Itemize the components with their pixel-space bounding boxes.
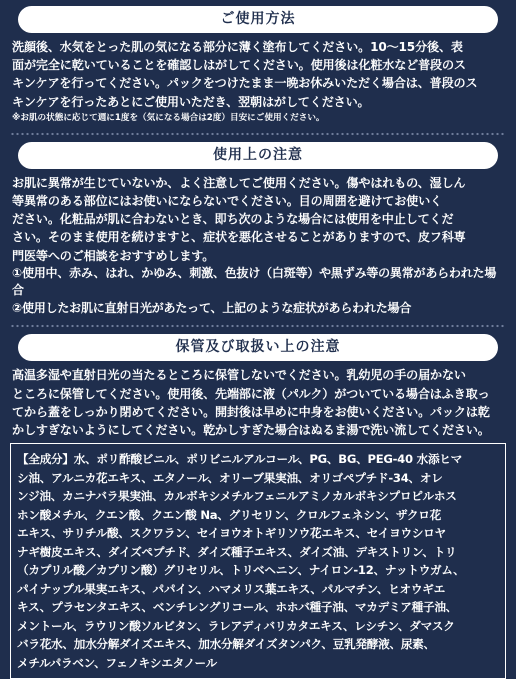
dotted-divider xyxy=(10,323,506,329)
caution-item: ①使用中、赤み、はれ、かゆみ、刺激、色抜け（白斑等）や黒ずみ等の異常があらわれた場合 xyxy=(12,265,497,298)
usage-text: 洗顔後、水気をとった肌の気になる部分に薄く塗布してください。10〜15分後、表 面が完全に乾いていることを確認しはがしてください。使用後は化粧水など普段のス キンケアを行ってください。パックをつけたまま一晩お休みいただく場合は、普段のス キンケアを行ったあとにご使用いただき、翌朝はがしてください。 xyxy=(12,40,478,109)
storage-heading: 保管及び取扱い上の注意 xyxy=(18,334,498,361)
usage-heading: ご使用方法 xyxy=(18,6,498,33)
ingredients-box: 【全成分】水、ポリ酢酸ビニル、ポリビニルアルコール、PG、BG、PEG-40 水添ヒマ シ油、アルニカ花エキス、エタノール、オリーブ果実油、オリゴペプチド-34、オレ ンジ油、カニナバラ果実油、カルボキシメチルフェニルアミノカルボキシプロピルホス ホン酸メチル、クエン酸、クエン酸 Na、グリセリン、クロルフェネシン、ザクロ花 エキス、サリチル酸、スクワラン、セイヨウオトギリソウ花エキス、セイヨウシロヤ ナギ樹皮エキス、ダイズペプチド、ダイズ種子エキス、ダイズ油、デキストリン、トリ （カプリル酸／カプリン酸）グリセリル、トリベヘニン、ナイロン-12、ナットウガム、 パイナップル果実エキス、パパイン、ハマメリス葉エキス、パルマチン、ヒオウギエ キス、プラセンタエキス、ベンチレングリコール、ホホバ種子油、マカデミア種子油、 メントール、ラウリン酸ソルビタン、ラレアディバリカタエキス、レシチン、ダマスク バラ花水、加水分解ダイズエキス、加水分解ダイズタンパク、豆乳発酵液、尿素、 メチルパラベン、フェノキシエタノール xyxy=(10,443,506,679)
usage-note: ※お肌の状態に応じて週に1度を（気になる場合は2度）目安にご使用ください。 xyxy=(12,112,325,123)
dotted-divider xyxy=(10,131,506,137)
caution-heading: 使用上の注意 xyxy=(18,142,498,169)
caution-item: ②使用したお肌に直射日光があたって、上記のような症状があらわれた場合 xyxy=(12,300,412,315)
caution-text: お肌に異常が生じていないか、よく注意してご使用ください。傷やはれもの、湿しん 等異常のある部位にはお使いにならないでください。目の周囲を避けてお使いく ださい。化粧品が肌に合わないとき、即ち次のような場合には使用を中止してくだ さい。そのまま使用を続けますと、症状を悪化させることがありますので、皮フ科専 門医等へのご相談をおすすめします。 xyxy=(12,175,466,263)
storage-text: 高温多湿や直射日光の当たるところに保管しないでください。乳幼児の手の届かない ところに保管してください。使用後、先端部に液（パルク）がついている場合はふき取っ てから蓋をしっかり閉めてください。開封後は早めに中身をお使いください。パックは乾 かしすぎないようにしてください。乾かしすぎた場合はぬるま湯で洗い流してください。 xyxy=(12,368,490,437)
